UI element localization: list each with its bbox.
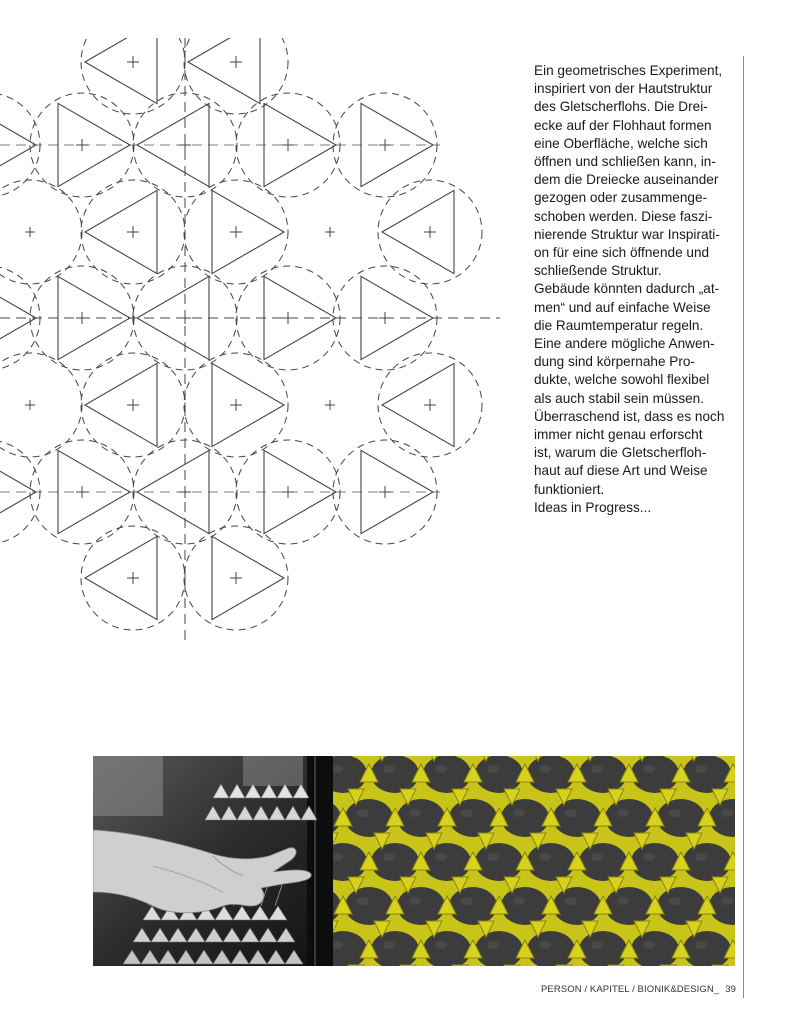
micro-pore-highlight bbox=[669, 897, 681, 905]
text-line: dem die Dreiecke auseinander bbox=[534, 172, 719, 188]
micro-pore-highlight bbox=[591, 765, 603, 773]
micro-spike bbox=[660, 965, 676, 966]
micro-pore bbox=[345, 887, 393, 925]
micro-pore bbox=[553, 887, 601, 925]
micro-pore bbox=[449, 887, 497, 925]
triangle-outline bbox=[85, 38, 157, 104]
micro-pore bbox=[501, 799, 549, 837]
micro-pore bbox=[579, 756, 627, 793]
text-line: des Gletscherflohs. Die Drei- bbox=[534, 99, 708, 115]
text-line: die Raumtemperatur regeln. bbox=[534, 317, 704, 333]
micro-pore bbox=[475, 756, 523, 793]
micro-pore-highlight bbox=[643, 853, 655, 861]
text-line: nierende Struktur war Inspirati- bbox=[534, 226, 720, 242]
micro-pore bbox=[475, 843, 523, 881]
triangle-outline bbox=[212, 190, 284, 273]
micro-pore-highlight bbox=[695, 941, 707, 949]
text-line: Gebäude könnten dadurch „at- bbox=[534, 281, 720, 297]
dashed-circle bbox=[81, 38, 185, 114]
micro-spike bbox=[400, 965, 416, 966]
page-footer bbox=[500, 984, 736, 995]
micro-pore-highlight bbox=[565, 809, 577, 817]
triangle-outline bbox=[382, 190, 454, 273]
micro-pore bbox=[657, 799, 705, 837]
text-line: Ein geometrisches Experiment, bbox=[534, 63, 723, 78]
text-line: gezogen oder zusammenge- bbox=[534, 190, 708, 206]
micro-pore bbox=[683, 756, 731, 793]
micro-pore bbox=[345, 799, 393, 837]
micro-pore bbox=[631, 756, 679, 793]
micro-pore-highlight bbox=[643, 941, 655, 949]
dashed-circle bbox=[184, 38, 288, 114]
micro-pore bbox=[605, 887, 653, 925]
micro-pore-highlight bbox=[409, 809, 421, 817]
micro-pore-highlight bbox=[487, 853, 499, 861]
micro-pore bbox=[423, 756, 471, 793]
micro-pore-highlight bbox=[487, 941, 499, 949]
micro-pore-highlight bbox=[435, 765, 447, 773]
text-line: dung sind körpernahe Pro- bbox=[534, 354, 695, 370]
micro-pore-highlight bbox=[591, 853, 603, 861]
micro-pore-highlight bbox=[669, 809, 681, 817]
micro-pore bbox=[553, 799, 601, 837]
micro-pore-highlight bbox=[591, 941, 603, 949]
page-number: 39 bbox=[725, 984, 736, 995]
triangle-outline bbox=[188, 38, 260, 104]
triangle-outline bbox=[212, 536, 284, 619]
text-line: Eine andere mögliche Anwen- bbox=[534, 336, 715, 352]
micro-pore-highlight bbox=[357, 897, 369, 905]
micro-pore bbox=[527, 756, 575, 793]
micro-pore-highlight bbox=[513, 897, 525, 905]
micro-pore bbox=[605, 799, 653, 837]
micro-spike bbox=[608, 965, 624, 966]
triangle-outline bbox=[382, 363, 454, 446]
column-rule bbox=[743, 56, 744, 998]
micro-pore-highlight bbox=[695, 765, 707, 773]
text-line: Überraschend ist, dass es noch bbox=[534, 408, 725, 424]
closing-line: Ideas in Progress... bbox=[534, 499, 652, 515]
text-line: dukte, welche sowohl flexibel bbox=[534, 372, 710, 388]
micro-pore-highlight bbox=[617, 809, 629, 817]
text-line: men“ und auf einfache Weise bbox=[534, 299, 711, 315]
text-line: on für eine sich öffnende und bbox=[534, 245, 710, 261]
micro-pore-highlight bbox=[357, 809, 369, 817]
micro-pore-highlight bbox=[435, 853, 447, 861]
prototype-photo bbox=[93, 756, 334, 966]
article-text bbox=[534, 62, 737, 517]
micro-pore bbox=[371, 843, 419, 881]
text-line: ecke auf der Flohhaut formen bbox=[534, 117, 712, 133]
text-line: funktioniert. bbox=[534, 481, 605, 497]
text-line: öffnen und schließen kann, in- bbox=[534, 154, 716, 170]
triangle-outline bbox=[85, 190, 157, 273]
micro-pore-highlight bbox=[617, 897, 629, 905]
micro-pore-highlight bbox=[721, 809, 733, 817]
micro-pore bbox=[397, 799, 445, 837]
text-line: schoben werden. Diese faszi- bbox=[534, 208, 713, 224]
micro-pore-highlight bbox=[565, 897, 577, 905]
micro-pore bbox=[423, 843, 471, 881]
micro-pore-highlight bbox=[539, 765, 551, 773]
micro-pore bbox=[501, 887, 549, 925]
micro-pore bbox=[579, 843, 627, 881]
micro-pore-highlight bbox=[643, 765, 655, 773]
micro-pore-highlight bbox=[539, 853, 551, 861]
running-head: PERSON / KAPITEL / BIONIK&DESIGN_ bbox=[540, 984, 720, 995]
dashed-circle bbox=[0, 180, 82, 284]
text-line: inspiriert von der Hautstruktur bbox=[534, 81, 713, 97]
micro-pore bbox=[371, 756, 419, 793]
triangle-pattern-drawing bbox=[0, 38, 500, 640]
micro-pore-highlight bbox=[435, 941, 447, 949]
text-line: ist, warum die Gletscherfloh- bbox=[534, 445, 707, 461]
micrograph-photo bbox=[333, 756, 735, 966]
micro-pore-highlight bbox=[721, 897, 733, 905]
micro-spike bbox=[556, 965, 572, 966]
micro-pore-highlight bbox=[383, 941, 395, 949]
micro-pore bbox=[397, 887, 445, 925]
micro-spike bbox=[452, 965, 468, 966]
micro-pore bbox=[449, 799, 497, 837]
micro-spike bbox=[504, 965, 520, 966]
triangle-outline bbox=[85, 363, 157, 446]
micro-pore bbox=[657, 887, 705, 925]
micro-spike bbox=[348, 965, 364, 966]
triangle-outline bbox=[212, 363, 284, 446]
micro-pore bbox=[683, 843, 731, 881]
micro-spike bbox=[712, 965, 728, 966]
micro-pore-highlight bbox=[513, 809, 525, 817]
triangle-outline bbox=[85, 536, 157, 619]
text-line: eine Oberfläche, welche sich bbox=[534, 135, 708, 151]
text-line: schließende Struktur. bbox=[534, 263, 662, 279]
micro-pore bbox=[631, 843, 679, 881]
micro-pore-highlight bbox=[409, 897, 421, 905]
micro-pore bbox=[527, 843, 575, 881]
micro-pore-highlight bbox=[487, 765, 499, 773]
micro-pore-highlight bbox=[461, 897, 473, 905]
micro-pore-highlight bbox=[461, 809, 473, 817]
text-line: als auch stabil sein müssen. bbox=[534, 390, 705, 406]
micro-pore-highlight bbox=[383, 765, 395, 773]
micro-pore-highlight bbox=[695, 853, 707, 861]
micro-pore-highlight bbox=[539, 941, 551, 949]
micro-pore-highlight bbox=[383, 853, 395, 861]
text-line: haut auf diese Art und Weise bbox=[534, 463, 708, 479]
text-line: immer nicht genau erforscht bbox=[534, 427, 703, 443]
